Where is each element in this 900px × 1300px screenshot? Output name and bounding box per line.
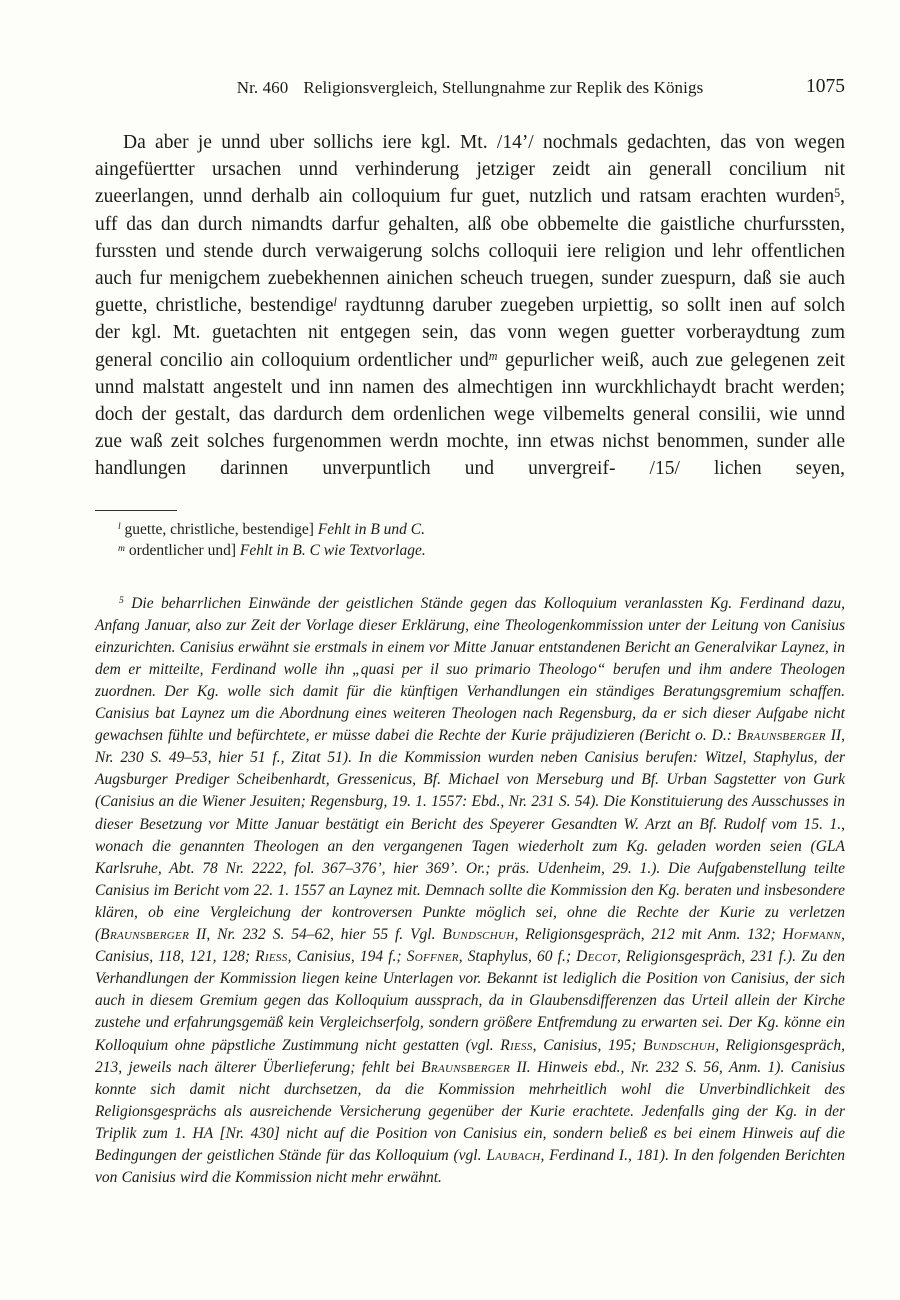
text-segment: Bundschuh	[643, 1036, 716, 1054]
text-segment: Die beharrlichen Einwände der geistlichen Stände gegen das Kolloquium veranlassten Kg. Ferdinand dazu, Anfang Januar, also zur Zeit der Vorlage dieser Erklärung, eine Theologenkommission unter der Leitung von Canisius einzurichten. Canisius erwähnt sie erstmals in einem vor Mitte Januar entstandenen Bericht an Generalvikar Laynez, in dem er mitteilte, Ferdinand wolle ihn „quasi per il suo primario Theologo“ berufen und ihm andere Theologen zuordnen. Der Kg. wolle sich damit für die künftigen Verhandlungen ein ständiges Beratungsgremium schaffen. Canisius bat Laynez um die Abordnung eines weiteren Theologen nach Regensburg, da er sich dieser Aufgabe nicht gewachsen fühlte und befürchtete, er müsse dabei die Rechte der Kurie präjudizieren (Bericht o. D.:	[95, 594, 845, 745]
footnote-5	[95, 593, 845, 1190]
text-segment: Decot	[576, 948, 618, 966]
page-header	[95, 78, 845, 104]
doc-number: Nr. 460	[236, 78, 289, 97]
footnotes-section	[95, 593, 845, 1190]
text-segment: Laubach	[486, 1146, 541, 1164]
text-segment: guette, christliche, bestendige]	[120, 520, 318, 538]
apparatus-note-m	[95, 540, 845, 562]
note-reference: 5	[119, 595, 124, 607]
note-reference: 5	[834, 185, 841, 200]
note-reference: l	[118, 521, 121, 533]
text-segment: , uff das dan durch nimandts darfur gehalten, alß obe obbemelte die gaistliche churfurssten, furssten und stende durch verwaigerung solchs colloquii iere religion und lehr offentlichen auch fur menigchem zuebekhennen ainichen scheuch truegen, sunder zuespurn, daß sie auch guette, christliche, bestendige	[95, 186, 845, 317]
running-title-text: Religionsvergleich, Stellungnahme zur Replik des Königs	[303, 78, 704, 97]
text-segment: , Staphylus, 60 f.;	[458, 948, 577, 966]
text-segment: Riess	[500, 1036, 533, 1054]
note-reference: l	[333, 294, 337, 309]
text-segment: , Canisius, 118, 121, 128;	[95, 926, 845, 966]
text-segment: , Canisius, 194 f.;	[287, 948, 407, 966]
text-segment: Hofmann	[782, 926, 842, 944]
text-segment: II, Nr. 230 S. 49–53, hier 51 f., Zitat 51). In die Kommission wurden neben Canisius berufen: Witzel, Staphylus, der Augsburger Prediger Scheibenhardt, Gressenicus, Bf. Michael von Merseburg und Bf. Urban Sagstetter von Gurk (Canisius an die Wiener Jesuiten; Regensburg, 19. 1. 1557: Ebd., Nr. 231 S. 54). Die Konstituierung des Ausschusses in dieser Besetzung vor Mitte Januar bestätigt ein Bericht des Speyerer Gesandten W. Arzt an Bf. Rudolf vom 15. 1., wonach die genannten Theologen an den vergangenen Tagen wiederholt zum Kg. geladen worden seien (GLA Karlsruhe, Abt. 78 Nr. 2222, fol. 367–376’, hier 369’. Or.; präs. Udenheim, 29. 1.). Die Aufgabenstellung teilte Canisius im Bericht vom 22. 1. 1557 an Laynez mit. Demnach sollte die Kommission den Kg. beraten und insbesondere klären, ob eine Vergleichung der kontroversen Punkte möglich sei, ohne die Rechte der Kurie zu verletzen (	[95, 727, 845, 944]
text-segment: Soffner	[406, 948, 459, 966]
text-segment: , Religionsgespräch, 231 f.). Zu den Verhandlungen der Kommission liegen keine Unterlagen vor. Bekannt ist lediglich die Position von Canisius, der sich auch in diesem Gremium gegen das Kolloquium aussprach, da in Glaubensdifferenzen das Urteil allein der Kirche zustehe und erfahrungsgemäß kein Vergleichserfolg, sondern größere Entfremdung zu erwarten sei. Der Kg. könne ein Kolloquium ohne päpstliche Zustimmung nicht gestatten (vgl.	[95, 948, 845, 1054]
body-paragraph	[95, 129, 845, 483]
main-text-block	[95, 129, 845, 483]
apparatus-separator-rule	[95, 510, 177, 511]
text-segment: gepurlicher weiß, auch zue gelegenen zeit unnd malstatt angestelt und inn namen des almechtigen inn wurckhlichaydt bracht werden; doch der gestalt, das dardurch dem ordenlichen wege vilbemelts general consilii, wie unnd zue waß zeit solches furgenommen werdn mochte, inn etwas nichst benommen, sunder alle handlungen darinnen unverpuntlich und unvergreif- /15/ lichen seyen,	[95, 349, 846, 480]
text-segment: Da aber je unnd uber sollichs iere kgl. Mt. /14’/ nochmals gedachten, das von wegen aingefüertter ursachen unnd verhinderung jetziger zeidt ain generall concilium nit zueerlangen, unnd derhalb ain colloquium fur guet, nutzlich und ratsam erachten wurden	[95, 132, 845, 208]
apparatus-section	[95, 510, 845, 562]
text-segment: Riess	[255, 948, 288, 966]
apparatus-note-l	[95, 519, 845, 541]
text-segment: raydtunng daruber zuegeben urpiettig, so sollt inen auf solch der kgl. Mt. guetachten nit entgegen sein, das vonn wegen guetter vorberaydtung zum general concilio ain colloquium ordentlicher und	[95, 295, 845, 371]
note-reference: m	[488, 349, 498, 364]
text-segment: Fehlt in B. C wie Textvorlage.	[239, 542, 426, 560]
text-segment: ordentlicher und]	[124, 542, 240, 560]
text-segment: , Ferdinand I., 181). In den folgenden Berichten von Canisius wird die Kommission nicht mehr erwähnt.	[95, 1146, 845, 1187]
running-title	[95, 78, 845, 98]
text-segment: II, Nr. 232 S. 54–62, hier 55 f. Vgl.	[189, 926, 443, 944]
text-segment: , Religionsgespräch, 213, jeweils nach älterer Überlieferung; fehlt bei	[95, 1036, 846, 1076]
text-segment: Bundschuh	[442, 926, 515, 944]
text-segment: , Religionsgespräch, 212 mit Anm. 132;	[514, 926, 783, 944]
text-segment: Braunsberger	[421, 1058, 511, 1076]
note-reference: m	[118, 542, 125, 554]
text-segment: Braunsberger	[100, 926, 190, 944]
text-segment: Fehlt in B und C.	[317, 520, 426, 538]
text-segment: II. Hinweis ebd., Nr. 232 S. 56, Anm. 1). Canisius konnte sich damit nicht durchsetzen, da die Kommission mehrheitlich wohl die Unverbindlichkeit des Religionsgesprächs als ausreichende Versicherung gegenüber der Kurie erachtete. Jedenfalls ging der Kg. in der Triplik zum 1. HA [Nr. 430] nicht auf die Position von Canisius ein, sondern beließ es bei einem Hinweis auf die Bedingungen der geistlichen Stände für das Kolloquium (vgl.	[95, 1058, 846, 1164]
text-segment: Braunsberger	[736, 727, 826, 745]
page-number: 1075	[806, 76, 845, 97]
text-segment: , Canisius, 195;	[532, 1036, 644, 1054]
